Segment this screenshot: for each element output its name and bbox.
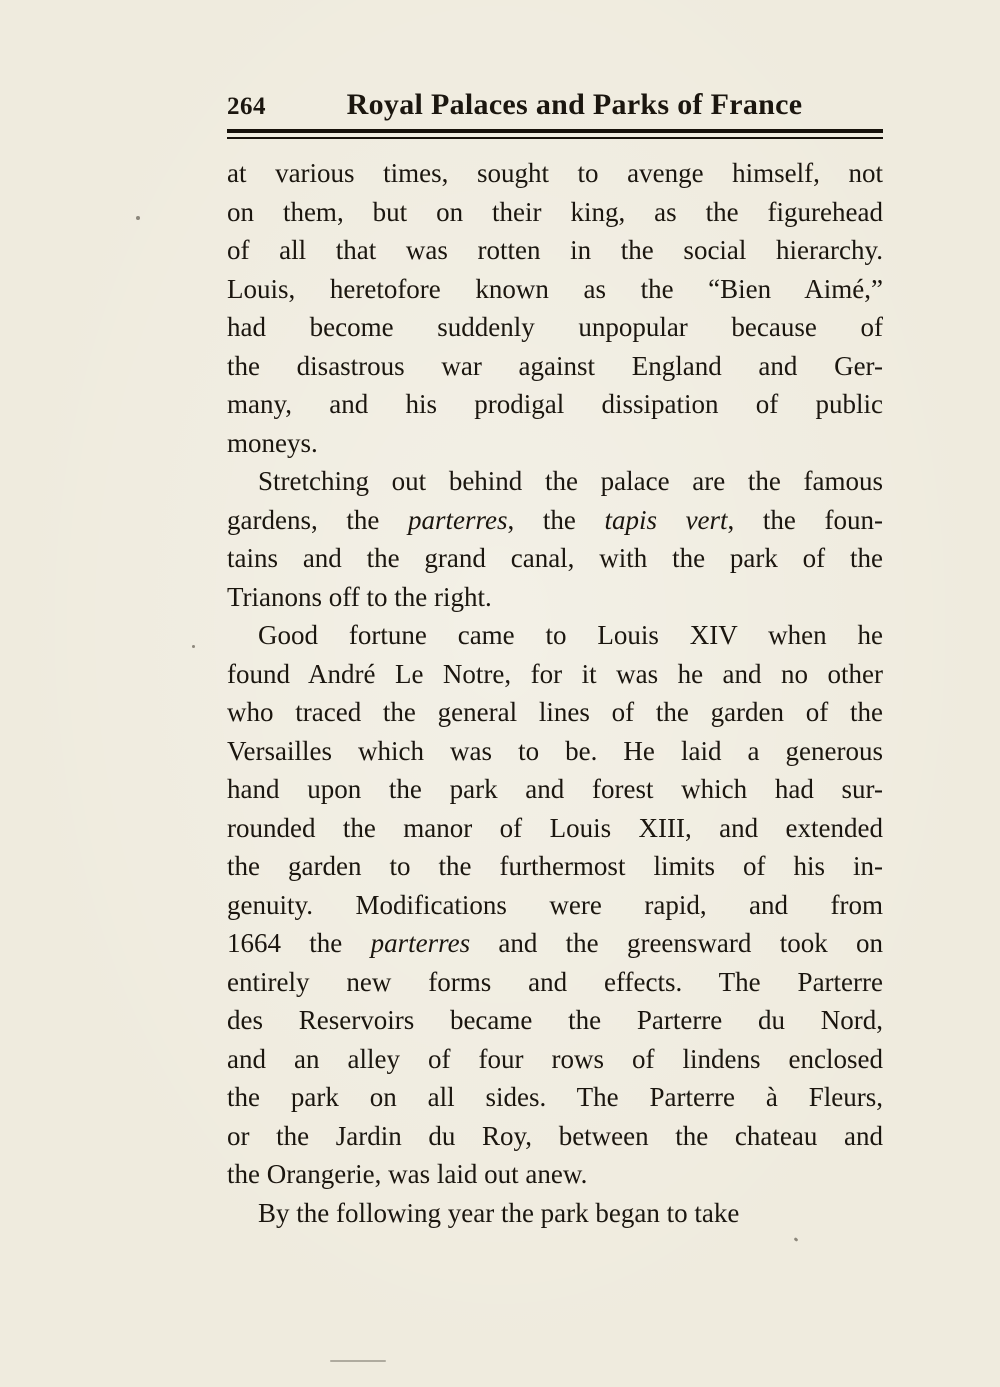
- text-line: [227, 1117, 883, 1156]
- text-segment: at various times, sought to avenge himself, not: [227, 158, 883, 188]
- text-segment: , the: [507, 504, 605, 535]
- text-block: [227, 154, 883, 1232]
- text-line: [227, 270, 883, 309]
- text-line: [227, 347, 883, 386]
- text-line: [227, 539, 883, 578]
- italic-text: parterres: [407, 504, 508, 535]
- text-segment: who traced the general lines of the garden of the: [227, 697, 883, 727]
- text-segment: or the Jardin du Roy, between the chateau and: [227, 1120, 883, 1151]
- text-line: [227, 693, 883, 732]
- text-segment: the Orangerie, was laid out anew.: [227, 1159, 588, 1189]
- text-segment: genuity. Modifications were rapid, and from: [227, 889, 883, 920]
- text-segment: and an alley of four rows of lindens enclosed: [227, 1043, 883, 1074]
- text-line: [227, 193, 883, 232]
- text-segment: tains and the grand canal, with the park of the: [227, 543, 883, 573]
- text-segment: entirely new forms and effects. The Parterre: [227, 966, 883, 997]
- text-segment: Stretching out behind the palace are the famous: [258, 466, 883, 496]
- text-segment: gardens, the: [227, 504, 408, 535]
- page-header: [227, 88, 883, 122]
- text-line: [227, 501, 883, 540]
- text-line: [227, 924, 883, 963]
- text-segment: Versailles which was to be. He laid a generous: [227, 735, 883, 766]
- text-segment: 1664 the: [227, 928, 371, 958]
- text-line: [227, 732, 883, 771]
- page-number: 264: [227, 93, 266, 120]
- text-line: [227, 1155, 883, 1194]
- text-line: [227, 578, 883, 617]
- text-segment: Trianons off to the right.: [227, 581, 492, 612]
- text-segment: many, and his prodigal dissipation of public: [227, 389, 883, 419]
- text-segment: hand upon the park and forest which had sur-: [227, 774, 883, 804]
- text-line: [227, 1078, 883, 1117]
- italic-text: tapis vert: [604, 504, 728, 535]
- text-line: [227, 231, 883, 270]
- header-double-rule: [227, 129, 883, 139]
- scan-speck: [192, 645, 195, 648]
- text-line: [227, 809, 883, 848]
- text-segment: the disastrous war against England and Ger-: [227, 350, 883, 381]
- text-segment: des Reservoirs became the Parterre du Nord,: [227, 1005, 883, 1035]
- text-line: [227, 616, 883, 655]
- scan-speck: [330, 1360, 386, 1362]
- text-line: [227, 1040, 883, 1079]
- text-line: [227, 963, 883, 1002]
- text-line: [227, 154, 883, 193]
- text-segment: had become suddenly unpopular because of: [227, 312, 883, 342]
- text-segment: , the foun-: [727, 504, 884, 535]
- text-line: [227, 385, 883, 424]
- scan-speck: [136, 216, 140, 220]
- text-segment: on them, but on their king, as the figurehead: [227, 196, 883, 227]
- text-line: [227, 1194, 883, 1233]
- italic-text: parterres: [370, 928, 471, 958]
- text-line: [227, 1001, 883, 1040]
- text-line: [227, 886, 883, 925]
- page-title: Royal Palaces and Parks of France: [346, 88, 803, 121]
- text-segment: the park on all sides. The Parterre à Fleurs,: [227, 1082, 883, 1112]
- text-segment: of all that was rotten in the social hierarchy.: [227, 235, 883, 265]
- text-line: [227, 770, 883, 809]
- text-line: [227, 847, 883, 886]
- text-segment: found André Le Notre, for it was he and no other: [227, 658, 883, 689]
- page-content: [227, 88, 883, 1232]
- text-segment: Good fortune came to Louis XIV when he: [258, 620, 883, 650]
- text-segment: By the following year the park began to take: [258, 1197, 740, 1228]
- text-segment: Louis, heretofore known as the “Bien Aimé,”: [227, 273, 883, 304]
- text-segment: moneys.: [227, 427, 318, 458]
- text-segment: rounded the manor of Louis XIII, and extended: [227, 812, 883, 843]
- text-line: [227, 308, 883, 347]
- text-line: [227, 424, 883, 463]
- text-line: [227, 655, 883, 694]
- text-segment: and the greensward took on: [470, 928, 883, 958]
- text-line: [227, 462, 883, 501]
- text-segment: the garden to the furthermost limits of his in-: [227, 851, 883, 881]
- scan-speck: [794, 1237, 799, 1242]
